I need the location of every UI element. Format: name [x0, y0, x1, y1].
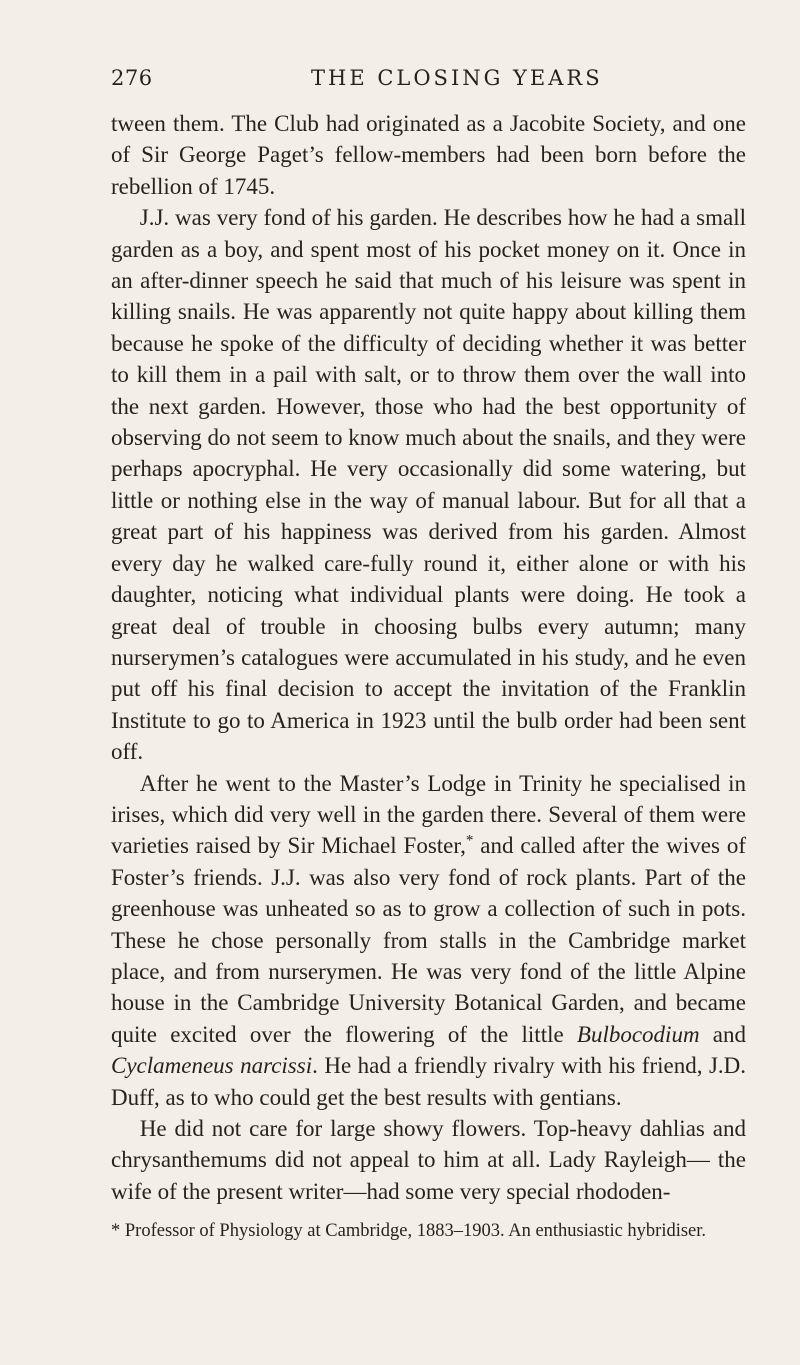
italic-text: Cyclameneus narcissi	[111, 1053, 313, 1079]
italic-text: Bulbocodium	[576, 1021, 700, 1047]
text-run: tween them. The Club had originated as a Jacobite Society, and one of Sir George Paget’s fellow-members had been born before the rebellion of 1745.	[111, 111, 746, 199]
text-run: and	[699, 1021, 746, 1047]
footnote-marker: *	[465, 832, 474, 849]
running-title: THE CLOSING YEARS	[311, 66, 603, 90]
running-head	[111, 56, 746, 96]
text-run: He did not care for large showy flowers. Top-heavy dahlias and chrysanthemums did not appeal to him at all. Lady Rayleigh— the wife of the present writer—had some very special rhododen-	[111, 1116, 746, 1204]
paragraph	[111, 108, 746, 202]
body-text	[111, 108, 746, 1207]
paragraph	[111, 202, 746, 767]
paragraph	[111, 768, 746, 1113]
page-number: 276	[111, 66, 153, 90]
paragraph	[111, 1113, 746, 1207]
text-run: J.J. was very fond of his garden. He describes how he had a small garden as a boy, and spent most of his pocket money on it. Once in an after-dinner speech he said that much of his leisure was spent in killing snails. He was apparently not quite happy about killing them because he spoke of the difficulty of deciding whether it was better to kill them in a pail with salt, or to throw them over the wall into the next garden. However, those who had the best opportunity of observing do not seem to know much about the snails, and they were perhaps apocryphal. He very occasionally did some watering, but little or nothing else in the way of manual labour. But for all that a great part of his happiness was derived from his garden. Almost every day he walked care-fully round it, either alone or with his daughter, noticing what individual plants were doing. He took a great deal of trouble in choosing bulbs every autumn; many nurserymen’s catalogues were accumulated in his study, and he even put off his final decision to accept the invitation of the Franklin Institute to go to America in 1923 until the bulb order had been sent off.	[111, 205, 746, 765]
footnote: * Professor of Physiology at Cambridge, 1883–1903. An enthusiastic hybridiser.	[111, 1221, 707, 1242]
text-run: After he went to the Master’s Lodge in Trinity he specialised in irises, which did very well in the garden there. Several of them were varieties raised by Sir Michael Foster,	[111, 770, 746, 859]
text-run: and called after the wives of Foster’s friends. J.J. was also very fond of rock plants. Part of the greenhouse was unheated so as to grow a collection of such in pots. These he chose personally from stalls in the Cambridge market place, and from nurserymen. He was very fond of the little Alpine house in the Cambridge University Botanical Garden, and became quite excited over the flowering of the little	[111, 833, 746, 1047]
text-run: . He had a friendly rivalry with his friend, J.D. Duff, as to who could get the best results with gentians.	[111, 1053, 746, 1110]
